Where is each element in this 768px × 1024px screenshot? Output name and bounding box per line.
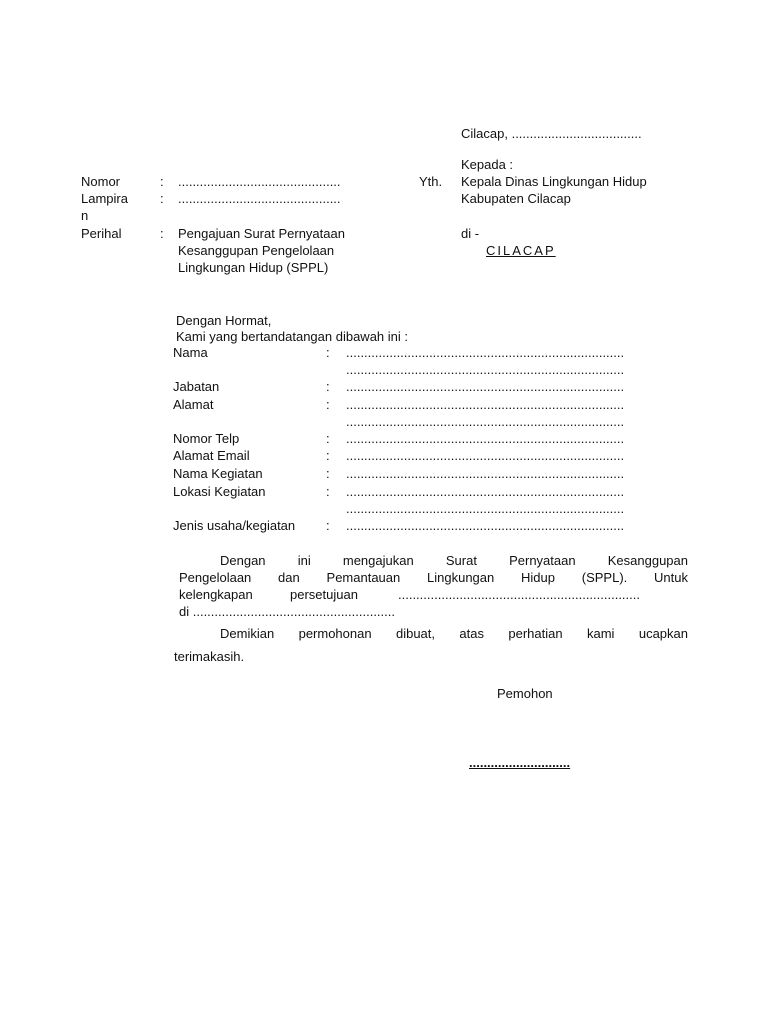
field-colon: : [326,379,330,394]
field-colon: : [326,466,330,481]
field-colon: : [326,397,330,412]
field-label-alamat: Alamat [173,397,214,412]
perihal-line-2: Kesanggupan Pengelolaan [178,243,335,258]
field-label-nomor-telp: Nomor Telp [173,431,240,446]
field-colon: : [326,431,330,446]
pemohon-label: Pemohon [497,686,553,701]
field-label-lokasi-kegiatan: Lokasi Kegiatan [173,484,266,499]
paragraph-1-line-4: di ........................................................ [179,604,395,619]
field-dots-lokasi-kegiatan: ............................................................................. [346,484,625,499]
paragraph-2-line-1: Demikian permohonan dibuat, atas perhatian kami ucapkan [220,626,688,641]
paragraph-2-line-2: terimakasih. [174,649,245,664]
field-colon: : [326,518,330,533]
field-colon: : [326,484,330,499]
paragraph-1-line-3-dots: ................................................................... [398,587,640,602]
signature-line: ............................ [469,755,571,770]
field-dots-jenis-usaha: ............................................................................. [346,518,625,533]
intro-line: Kami yang bertandatangan dibawah ini : [176,329,408,344]
field-label-jabatan: Jabatan [173,379,220,394]
kepada-label: Kepada : [461,157,514,172]
lampiran-label-wrap: n [81,208,89,223]
nomor-label: Nomor [81,174,121,189]
field-label-nama: Nama [173,345,208,360]
field-dots-alamat-2: ............................................................................. [346,414,625,429]
paragraph-1-line-3-word-1: kelengkapan [179,587,253,602]
field-dots-nama-kegiatan: ............................................................................. [346,466,625,481]
recipient-city: CILACAP [486,243,556,258]
perihal-line-1: Pengajuan Surat Pernyataan [178,226,345,241]
lampiran-label: Lampira [81,191,128,206]
field-dots-alamat: ............................................................................. [346,397,625,412]
lampiran-value: ............................................. [178,191,341,206]
recipient-line-2: Kabupaten Cilacap [461,191,571,206]
field-label-jenis-usaha: Jenis usaha/kegiatan [173,518,296,533]
recipient-line-1: Kepala Dinas Lingkungan Hidup [461,174,647,189]
nomor-colon: : [160,174,164,189]
field-dots-alamat-email: ............................................................................. [346,448,625,463]
place-date: Cilacap, .................................... [461,126,642,141]
field-dots-lokasi-kegiatan-2: ............................................................................. [346,501,625,516]
di-label: di - [461,226,480,241]
field-label-nama-kegiatan: Nama Kegiatan [173,466,263,481]
lampiran-colon: : [160,191,164,206]
field-colon: : [326,345,330,360]
nomor-value: ............................................. [178,174,341,189]
field-dots-nomor-telp: ............................................................................. [346,431,625,446]
field-label-alamat-email: Alamat Email [173,448,250,463]
perihal-line-3: Lingkungan Hidup (SPPL) [178,260,329,275]
yth-label: Yth. [419,174,443,189]
paragraph-1-line-3-word-2: persetujuan [290,587,358,602]
perihal-label: Perihal [81,226,122,241]
paragraph-1-line-2: Pengelolaan dan Pemantauan Lingkungan Hidup (SPPL). Untuk [179,570,688,585]
paragraph-1-line-1: Dengan ini mengajukan Surat Pernyataan Kesanggupan [220,553,688,568]
field-dots-nama-2: ............................................................................. [346,362,625,377]
salutation: Dengan Hormat, [176,313,272,328]
field-dots-jabatan: ............................................................................. [346,379,625,394]
perihal-colon: : [160,226,164,241]
field-colon: : [326,448,330,463]
field-dots-nama: ............................................................................. [346,345,625,360]
